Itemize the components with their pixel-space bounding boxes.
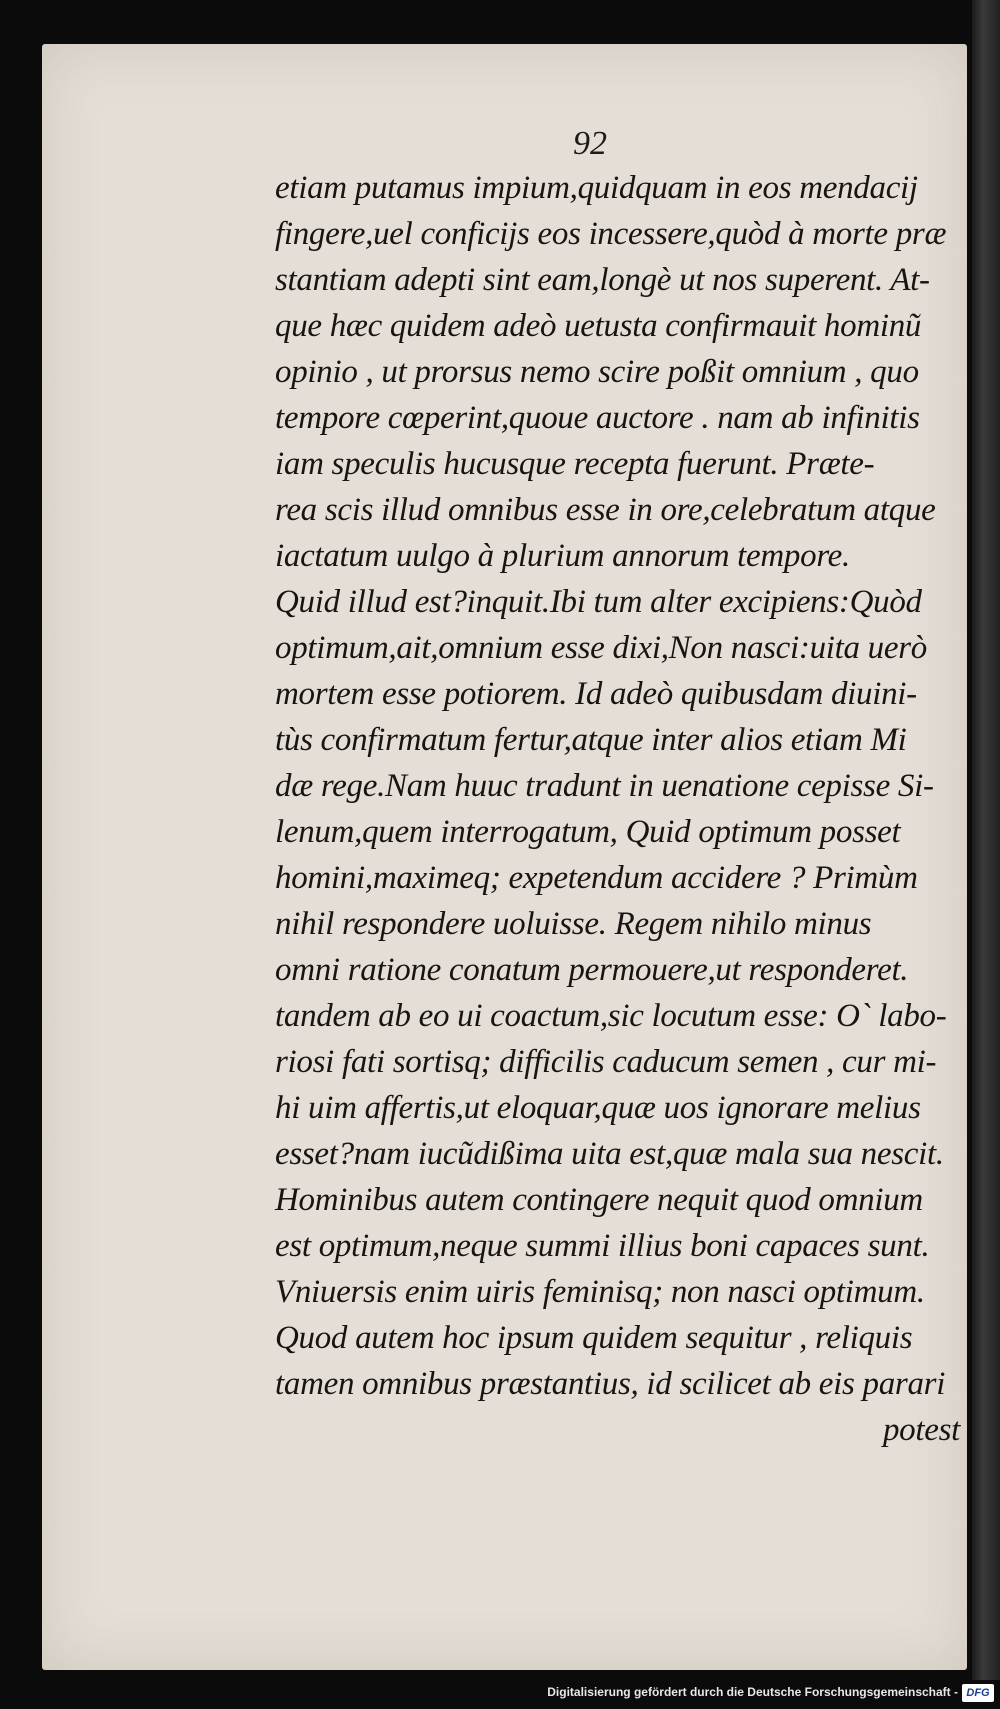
page-number: 92 [573,125,607,162]
text-line: stantiam adepti sint eam,longè ut nos superent. At- [275,262,930,298]
book-edge [972,0,1000,1680]
text-line: que hæc quidem adeò uetusta confirmauit hominũ [275,308,922,344]
text-line: riosi fati sortisq; difficilis caducum semen , cur mi- [275,1044,937,1080]
text-line: Hominibus autem contingere nequit quod omnium [275,1182,923,1218]
text-line: lenum,quem interrogatum, Quid optimum posset [275,814,901,850]
footer-credit: Digitalisierung gefördert durch die Deutsche Forschungsgemeinschaft - [547,1685,958,1699]
text-line: iam speculis hucusque recepta fuerunt. Præte- [275,446,875,482]
catchword: potest [882,1412,960,1448]
text-line: fingere,uel conficijs eos incessere,quòd à morte præ [275,216,947,252]
text-line: tamen omnibus præstantius, id scilicet ab eis parari [275,1366,946,1402]
text-line: dæ rege.Nam huuc tradunt in uenatione cepisse Si- [275,768,934,804]
text-line: Vniuersis enim uiris feminisq; non nasci optimum. [275,1274,925,1310]
text-line: nihil respondere uoluisse. Regem nihilo minus [275,906,872,942]
dfg-logo-icon: DFG [962,1684,994,1702]
text-line: opinio , ut prorsus nemo scire poßit omnium , quo [275,354,919,390]
text-line: tùs confirmatum fertur,atque inter alios etiam Mi [275,722,907,758]
text-line: rea scis illud omnibus esse in ore,celebratum atque [275,492,936,528]
page-text [275,165,960,1453]
text-line: iactatum uulgo à plurium annorum tempore. [275,538,850,574]
text-line: Quid illud est?inquit.Ibi tum alter excipiens:Quòd [275,584,922,620]
text-line: etiam putamus impium,quidquam in eos mendacij [275,170,918,206]
text-line: hi uim affertis,ut eloquar,quæ uos ignorare melius [275,1090,921,1126]
text-line: mortem esse potiorem. Id adeò quibusdam diuini- [275,676,917,712]
text-line: optimum,ait,omnium esse dixi,Non nasci:uita uerò [275,630,927,666]
text-line: tempore cœperint,quoue auctore . nam ab infinitis [275,400,920,436]
text-line: omni ratione conatum permouere,ut responderet. [275,952,909,988]
text-line: homini,maximeq; expetendum accidere ? Primùm [275,860,918,896]
text-line: est optimum,neque summi illius boni capaces sunt. [275,1228,930,1264]
text-line: tandem ab eo ui coactum,sic locutum esse: O` labo- [275,998,947,1034]
text-line: Quod autem hoc ipsum quidem sequitur , reliquis [275,1320,913,1356]
text-line: esset?nam iucũdißima uita est,quæ mala sua nescit. [275,1136,944,1172]
digitization-footer [0,1680,1000,1709]
